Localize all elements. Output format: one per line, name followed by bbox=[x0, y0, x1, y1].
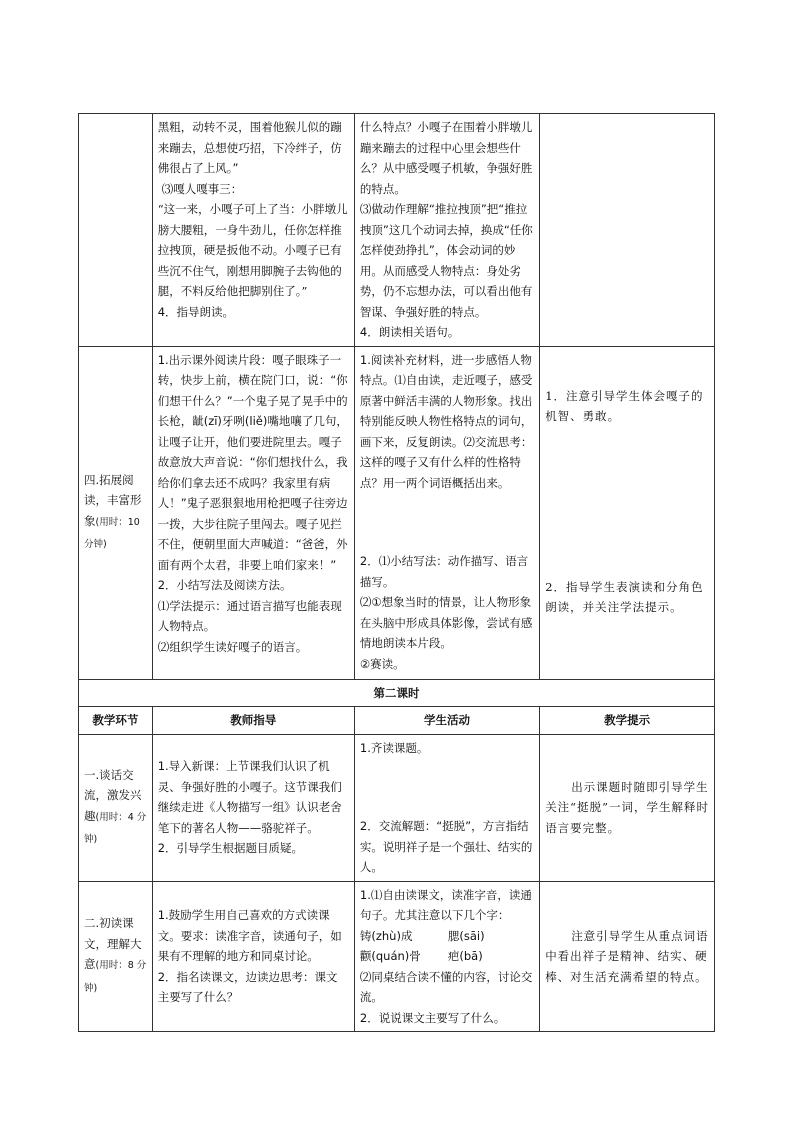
student-activity-cell bbox=[354, 734, 539, 881]
stage-cell bbox=[79, 734, 153, 881]
tip-cell bbox=[540, 881, 715, 1032]
pinyin-word: 铸(zhù)成 bbox=[359, 928, 413, 943]
paragraph: ⑶嘎人嘎事三： bbox=[161, 181, 243, 196]
paragraph: 1.齐读课题。 bbox=[359, 740, 429, 755]
pinyin-word: 腮(sāi) bbox=[447, 928, 485, 943]
paragraph: 4．朗读相关语句。 bbox=[359, 325, 460, 339]
stage-time: (用时：10 分钟) bbox=[84, 516, 140, 550]
teacher-guidance-cell bbox=[152, 346, 354, 679]
paragraph: 1.出示课外阅读片段：嘎子眼珠子一转，快步上前，横在院门口，说：“你们想干什么？”一个鬼子晃了晃手中的长枪，龇(zī)牙咧(liě)嘴地嚷了几句，让嘎子让开，他们要进院里去。嘎子故意放大声音说：“你们想找什么，我给你们拿去还不成吗？我家里有病人！”鬼子恶狠狠地用枪把嘎子往旁边一拨，大步往院子里闯去。嘎子见拦不住，便朝里面大声喊道：“爸爸，外面有两个太君，非要上咱们家来！” bbox=[157, 352, 348, 572]
paragraph: 1.⑴自由读课文，读准字音，读通句子。尤其注意以下几个字： bbox=[359, 887, 532, 922]
paragraph: ⑵组织学生读好嘎子的语言。 bbox=[157, 639, 308, 654]
tip-text: 出示课题时随即引导学生关注“挺脱”一词，学生解释时语言要完整。 bbox=[545, 779, 709, 835]
table-row bbox=[79, 114, 715, 347]
stage-title: 一.谈话交流，激发兴趣 bbox=[84, 767, 142, 823]
paragraph: 黑粗，动转不灵，围着他猴儿似的蹦来蹦去，总想使巧招，下冷绊子，仿佛很占了上风。” bbox=[157, 120, 342, 175]
header-student: 学生活动 bbox=[354, 707, 539, 735]
paragraph: ⑶做动作理解“推拉拽顶”把“推拉拽顶”这几个动词去掉，换成“任你怎样使劲挣扎”，体会动词的妙用。从而感受人物特点：身处劣势，仍不忘想办法，可以看出他有智谋、争强好胜的特点。 bbox=[359, 202, 533, 319]
student-activity-cell bbox=[354, 346, 539, 679]
teacher-guidance-cell bbox=[152, 734, 354, 881]
paragraph: 什么特点？小嘎子在围着小胖墩儿蹦来蹦去的过程中心里会想些什么？从中感受嘎子机敏，争强好胜的特点。 bbox=[359, 120, 533, 196]
stage-cell bbox=[79, 346, 153, 679]
student-activity-cell bbox=[354, 881, 539, 1032]
stage-title: 四.拓展阅读，丰富形象 bbox=[84, 472, 142, 528]
header-teacher: 教师指导 bbox=[152, 707, 354, 735]
student-activity-cell bbox=[354, 114, 539, 347]
stage-cell bbox=[79, 881, 153, 1032]
tip-cell bbox=[540, 114, 715, 347]
paragraph: 2．指名读课文，边读边思考：课文主要写了什么？ bbox=[157, 969, 338, 1004]
table-row bbox=[79, 346, 715, 679]
paragraph: 4．指导朗读。 bbox=[157, 304, 235, 319]
stage-cell bbox=[79, 114, 153, 347]
paragraph: 1.导入新课：上节课我们认识了机灵、争强好胜的小嘎子。这节课我们继续走进《人物描写一组》认识老舍笔下的著名人物——骆驼祥子。 bbox=[157, 759, 342, 835]
section-row bbox=[79, 679, 715, 707]
pinyin-word: 疤(bā) bbox=[447, 949, 483, 963]
tip-text: 2．指导学生表演读和分角色朗读，并关注学法提示。 bbox=[545, 579, 704, 614]
quote-paragraph: “这一来，小嘎子可上了当：小胖墩儿膀大腰粗，一身牛劲儿，任你怎样推拉拽顶，硬是扳他不动。小嘎子已有些沉不住气，刚想用脚腕子去钩他的腿，不料反给他把脚别住了。” bbox=[157, 202, 348, 298]
header-row bbox=[79, 707, 715, 735]
tip-cell bbox=[540, 734, 715, 881]
spacer bbox=[360, 758, 534, 816]
table-row bbox=[79, 734, 715, 881]
paragraph: 2．交流解题：“挺脱”，方言指结实。说明祥子是一个强壮、结实的人。 bbox=[359, 819, 533, 874]
header-stage: 教学环节 bbox=[79, 707, 153, 735]
paragraph: ⑵同桌结合读不懂的内容，讨论交流。 bbox=[359, 969, 533, 1004]
stage-time: (用时：8 分钟) bbox=[84, 960, 147, 994]
pinyin-word: 颧(quán)骨 bbox=[359, 949, 421, 963]
paragraph: 2．小结写法及阅读方法。 bbox=[157, 578, 292, 592]
section-title: 第二课时 bbox=[79, 679, 715, 707]
spacer bbox=[360, 493, 534, 551]
paragraph: ⑵①想象当时的情景，让人物形象在头脑中形成具体影像，尝试有感情地朗读本片段。 bbox=[359, 595, 533, 650]
paragraph: ②赛读。 bbox=[359, 656, 405, 671]
paragraph: 2．说说课文主要写了什么。 bbox=[359, 1010, 506, 1025]
table-row bbox=[79, 881, 715, 1032]
header-tip: 教学提示 bbox=[540, 707, 715, 735]
pinyin-line bbox=[360, 946, 534, 967]
paragraph: ⑴学法提示：通过语言描写也能表现人物特点。 bbox=[157, 598, 342, 633]
teacher-guidance-cell bbox=[152, 881, 354, 1032]
paragraph: 1.鼓励学生用自己喜欢的方式读课文。要求：读准字音，读通句子，如果有不理解的地方和同桌讨论。 bbox=[157, 908, 342, 963]
teacher-guidance-cell bbox=[152, 114, 354, 347]
lesson-plan-table bbox=[78, 113, 715, 1032]
tip-text: 1．注意引导学生体会嘎子的机智、勇敢。 bbox=[545, 388, 704, 423]
tip-text: 注意引导学生从重点词语中看出祥子是精神、结实、硬棒、对生活充满希望的特点。 bbox=[545, 928, 709, 984]
stage-time: (用时：4 分钟) bbox=[84, 811, 147, 845]
stage-title: 二.初读课文，理解大意 bbox=[84, 916, 142, 972]
paragraph: 1.阅读补充材料，进一步感悟人物特点。⑴自由读，走近嘎子，感受原著中鲜活丰满的人物形象。找出特别能反映人物性格特点的词句，画下来，反复朗读。⑵交流思考：这样的嘎子又有什么样的性格特点？用一两个词语概括出来。 bbox=[359, 352, 533, 490]
tip-cell bbox=[540, 346, 715, 679]
pinyin-line bbox=[360, 926, 534, 947]
paragraph: 2．引导学生根据题目质疑。 bbox=[157, 841, 304, 856]
paragraph: 2．⑴小结写法：动作描写、语言描写。 bbox=[359, 554, 529, 589]
